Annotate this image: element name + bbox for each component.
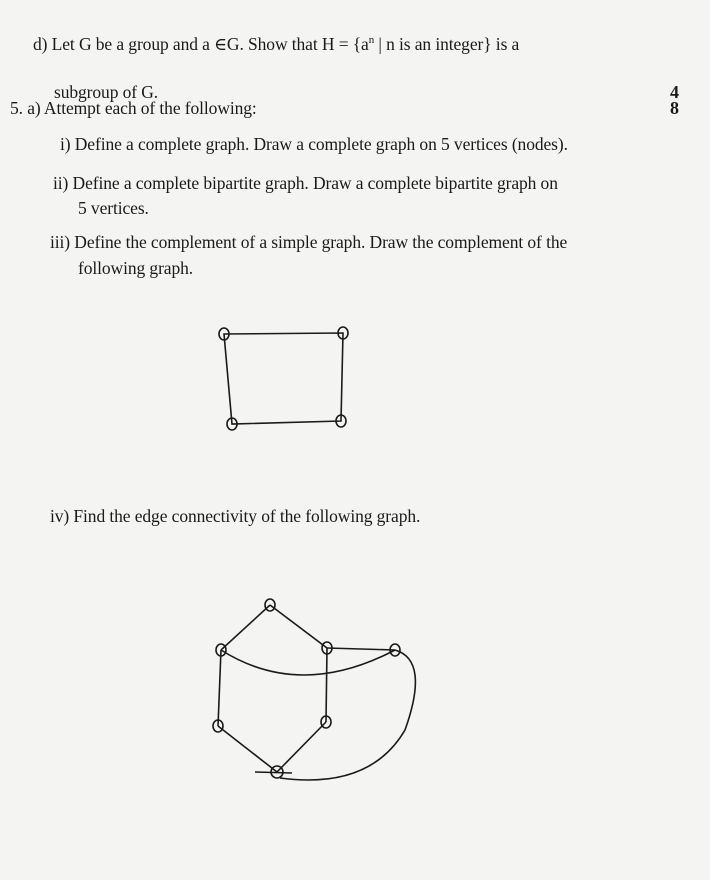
q4d-line2: subgroup of G.: [54, 82, 159, 102]
q4d-text-a: d) Let G be a group and a ∈G. Show that H = {a: [33, 34, 369, 54]
q5a-heading: 5. a) Attempt each of the following:: [10, 98, 257, 118]
q5a-marks: 8: [670, 98, 679, 118]
q5a-ii-line1: ii) Define a complete bipartite graph. Draw a complete bipartite graph on: [53, 173, 558, 193]
q4d-sup: n: [368, 34, 375, 47]
q5a-iii-line1: iii) Define the complement of a simple graph. Draw the complement of the: [50, 232, 568, 252]
q5a-i: i) Define a complete graph. Draw a complete graph on 5 vertices (nodes).: [60, 134, 568, 154]
q5a-iv: iv) Find the edge connectivity of the following graph.: [50, 506, 421, 526]
connectivity-graph: [213, 599, 415, 780]
q4d-marks: 4: [670, 82, 679, 102]
q5a-iii-line2: following graph.: [78, 258, 194, 278]
q4d-text-b: | n is an integer} is a: [374, 34, 520, 54]
square-graph: [219, 327, 348, 430]
q5a-ii-line2: 5 vertices.: [78, 198, 149, 218]
